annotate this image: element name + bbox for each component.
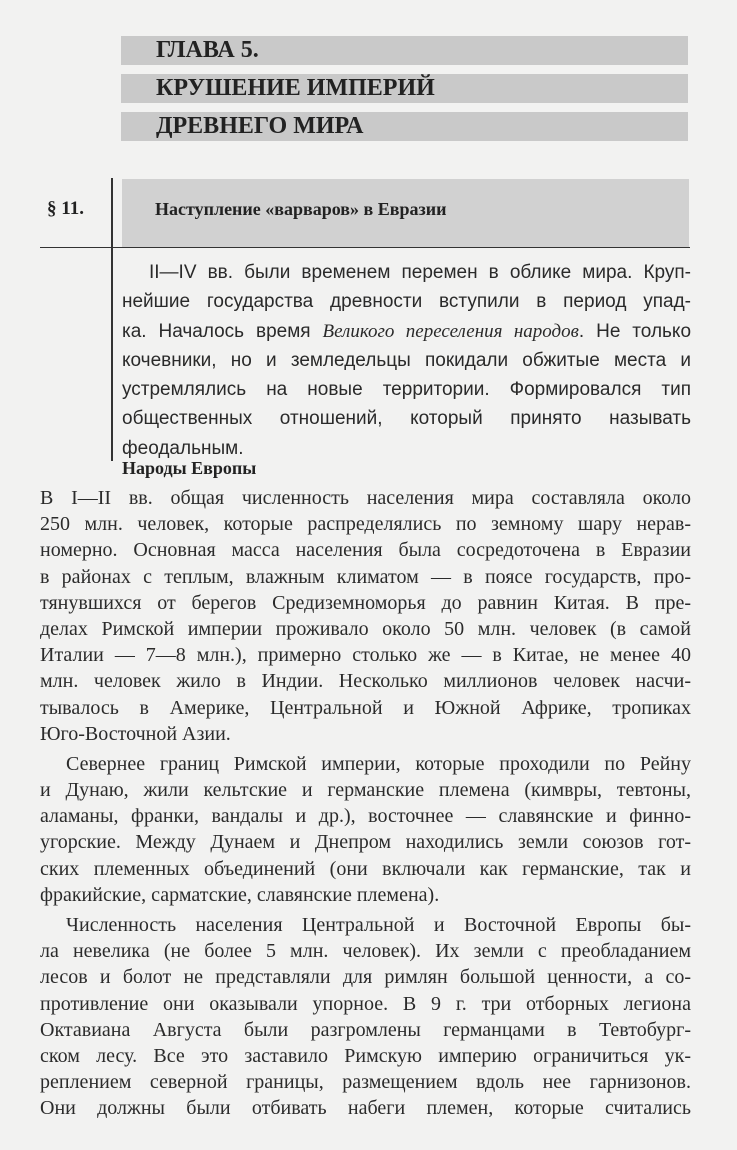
body-line: и Дунаю, жили кельтские и германские племена (кимвры, тевтоны, bbox=[40, 779, 691, 802]
body-line: ских племенных объединений (они включали как германские, так и bbox=[40, 857, 691, 880]
intro-line: кочевники, но и земледельцы покидали обжитые места и bbox=[122, 349, 691, 371]
intro-line: общественных отношений, который принято называть bbox=[122, 408, 691, 430]
body-line: млн. человек жило в Индии. Несколько миллионов человек насчи- bbox=[40, 670, 691, 693]
section-divider-vertical bbox=[111, 178, 113, 461]
section-title: Наступление «варваров» в Евразии bbox=[155, 199, 447, 219]
chapter-number: ГЛАВА 5. bbox=[156, 37, 259, 63]
chapter-title-line-1: КРУШЕНИЕ ИМПЕРИЙ bbox=[156, 75, 435, 101]
body-line: Октавиана Августа были разгромлены германцами в Тевтобург- bbox=[40, 1018, 691, 1041]
section-intro bbox=[122, 258, 691, 463]
body-line: угорские. Между Дунаем и Днепром находились земли союзов гот- bbox=[40, 831, 691, 854]
intro-line bbox=[122, 317, 691, 346]
subheading: Народы Европы bbox=[122, 458, 257, 478]
body-line: фракийские, сарматские, славянские племена). bbox=[40, 883, 440, 906]
body-line: делах Римской империи проживало около 50 млн. человек (в самой bbox=[40, 617, 691, 640]
body-line: ла невелика (не более 5 млн. человек). Их земли с преобладанием bbox=[40, 940, 691, 963]
intro-line: II—IV вв. были временем перемен в облике мира. Круп- bbox=[149, 262, 691, 283]
body-line: Севернее границ Римской империи, которые проходили по Рейну bbox=[66, 752, 691, 775]
body-line: Юго-Восточной Азии. bbox=[40, 722, 231, 745]
body-line: лесов и болот не представляли для римлян большой ценности, а со- bbox=[40, 966, 691, 989]
intro-line: устремлялись на новые территории. Формировался тип bbox=[122, 379, 691, 401]
intro-emphasis: Великого переселения народов bbox=[322, 320, 579, 342]
body-line: Италии — 7—8 млн.), примерно столько же — в Китае, не менее 40 bbox=[40, 644, 691, 667]
body-line: реплением северной границы, размещением вдоль нее гарнизонов. bbox=[40, 1071, 691, 1094]
intro-line: феодальным. bbox=[122, 437, 244, 459]
section-divider-horizontal bbox=[40, 247, 690, 248]
body-text bbox=[40, 485, 691, 1122]
intro-line-part: ка. Началось время bbox=[122, 320, 323, 342]
intro-line: нейшие государства древности вступили в период упад- bbox=[122, 291, 691, 313]
body-line: тянувшихся от берегов Средиземноморья до равнин Китая. В пре- bbox=[40, 591, 691, 614]
intro-line-part: . Не только bbox=[578, 320, 691, 342]
body-line: тывалось в Америке, Центральной и Южной Африке, тропиках bbox=[40, 696, 691, 719]
body-line: 250 млн. человек, которые распределялись по земному шару нерав- bbox=[40, 513, 691, 536]
body-line: Они должны были отбивать набеги племен, которые считались bbox=[40, 1097, 691, 1120]
chapter-title-line-2: ДРЕВНЕГО МИРА bbox=[156, 113, 364, 139]
body-line: в районах с теплым, влажным климатом — в поясе государств, про- bbox=[40, 565, 691, 588]
body-line: Численность населения Центральной и Восточной Европы бы- bbox=[66, 914, 691, 936]
section-number: § 11. bbox=[47, 198, 84, 219]
body-line: аламаны, франки, вандалы и др.), восточнее — славянские и финно- bbox=[40, 805, 691, 828]
body-line: ском лесу. Все это заставило Римскую империю ограничиться ук- bbox=[40, 1044, 691, 1067]
body-line: противление они оказывали упорное. В 9 г. три отборных легиона bbox=[40, 992, 691, 1015]
body-line: В I—II вв. общая численность населения мира составляла около bbox=[40, 487, 691, 509]
body-line: номерно. Основная масса населения была сосредоточена в Евразии bbox=[40, 539, 691, 562]
